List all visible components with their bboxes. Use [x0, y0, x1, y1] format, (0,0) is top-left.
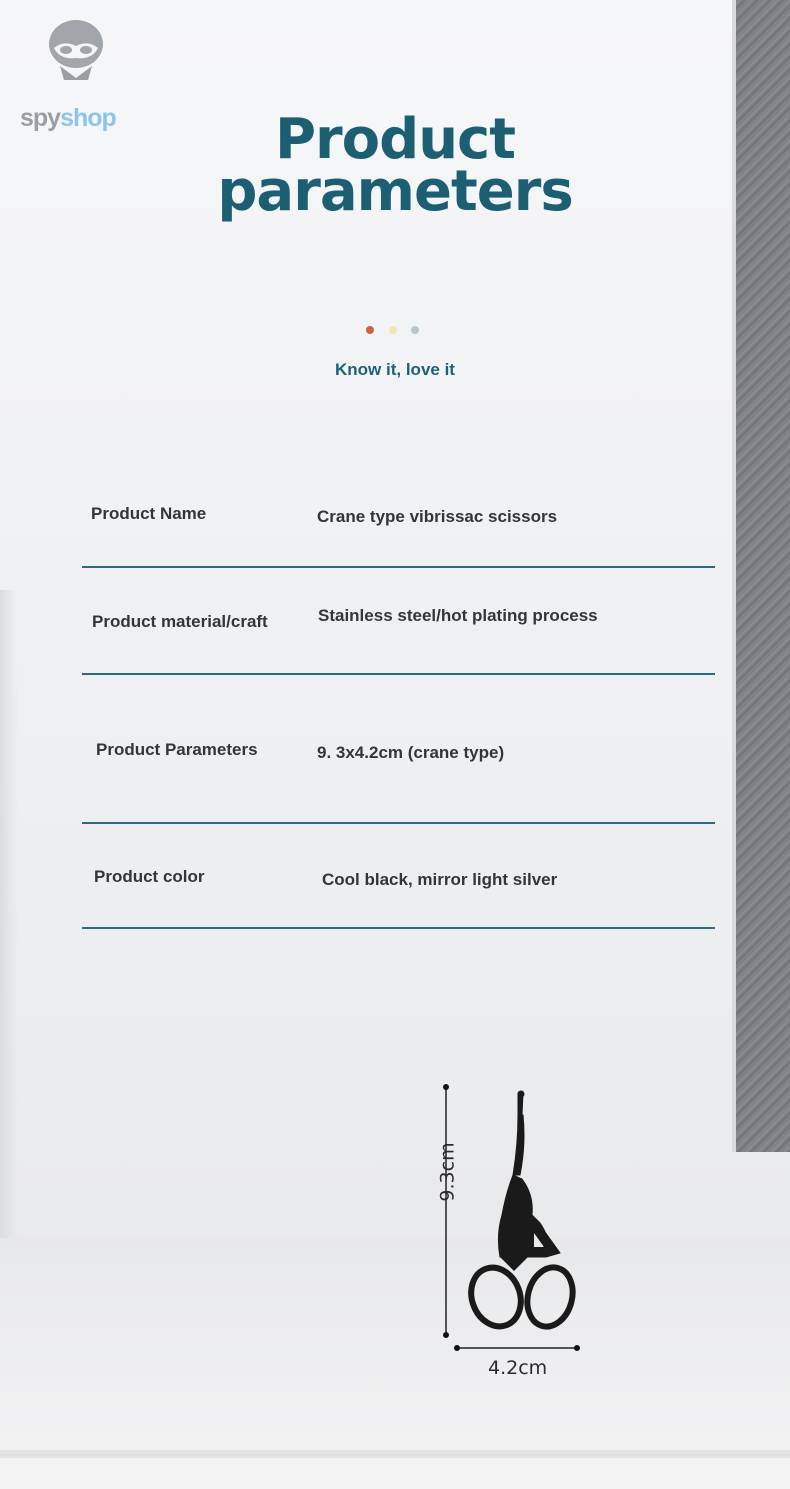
row-divider	[82, 673, 715, 675]
dot-gray	[411, 326, 419, 334]
page-subtitle: Know it, love it	[335, 360, 455, 379]
page-title-line1: Product	[274, 107, 516, 172]
param-value-material: Stainless steel/hot plating process	[318, 606, 598, 625]
param-value-color: Cool black, mirror light silver	[322, 870, 558, 889]
crane-scissors-icon	[410, 1075, 610, 1395]
param-label-material: Product material/craft	[92, 612, 268, 631]
row-divider	[82, 822, 715, 824]
dot-orange	[366, 326, 374, 334]
height-dimension-label: 9.3cm	[436, 1142, 459, 1202]
brand-name-part2: shop	[60, 104, 116, 132]
background-shadow	[0, 590, 18, 1240]
width-dimension-label: 4.2cm	[488, 1357, 548, 1379]
param-label-color: Product color	[94, 867, 205, 886]
param-value-name: Crane type vibrissac scissors	[317, 507, 558, 526]
brand-name-part1: spy	[20, 104, 61, 132]
dot-yellow	[389, 326, 397, 334]
row-divider	[82, 927, 715, 929]
row-divider	[82, 566, 715, 568]
param-label-name: Product Name	[91, 504, 207, 523]
param-value-parameters: 9. 3x4.2cm (crane type)	[317, 743, 505, 762]
product-illustration	[410, 1075, 610, 1395]
param-label-parameters: Product Parameters	[96, 740, 258, 759]
brand-logo	[20, 16, 140, 132]
page-title-line2: parameters	[217, 159, 573, 224]
spy-mascot-icon	[20, 16, 140, 106]
background-floor-line	[0, 1450, 790, 1458]
